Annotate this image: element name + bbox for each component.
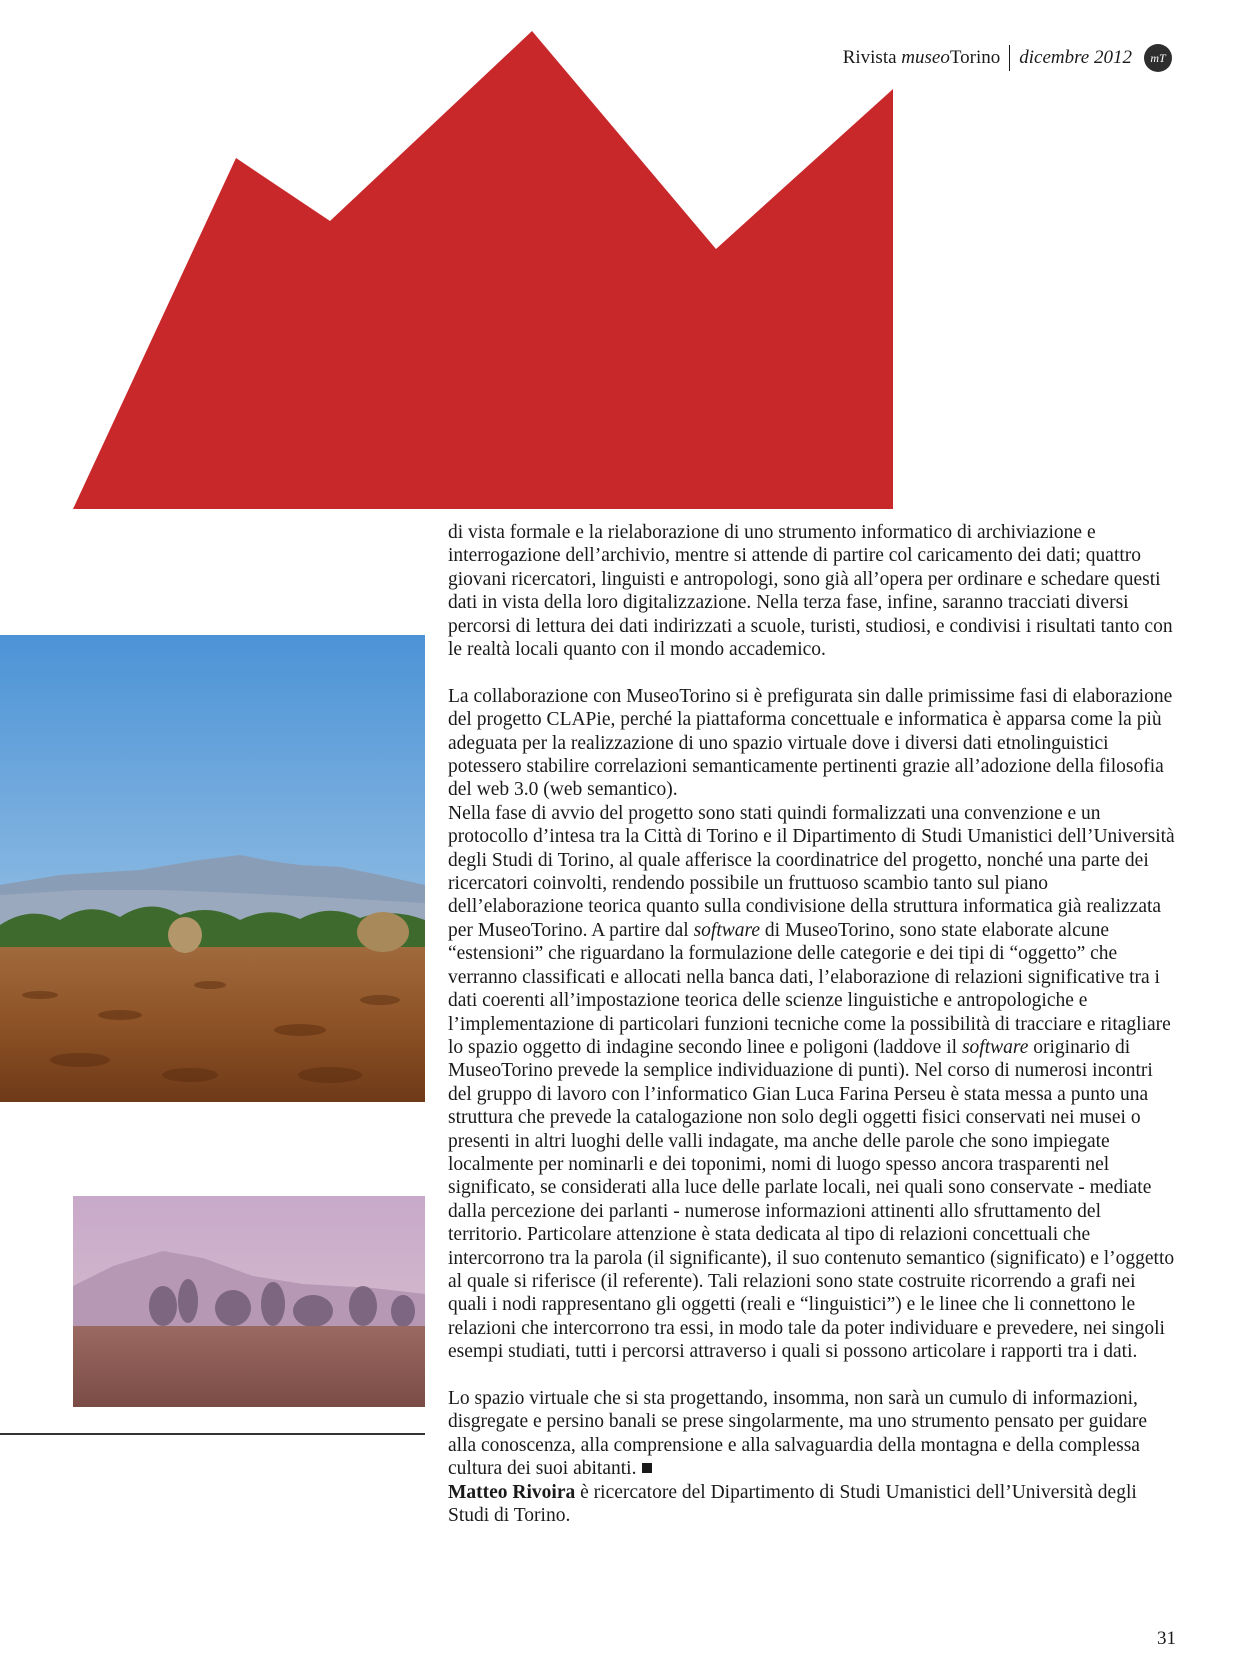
header-divider — [1009, 45, 1010, 71]
paragraph-3: Nella fase di avvio del progetto sono stati quindi formalizzati una convenzione e un protocollo d’intesa tra la Città di Torino e il Dipartimento di Studi Umanistici dell’Università degli Studi di Torino, al quale afferisce la coordinatrice del progetto, nonché una parte dei ricercatori coinvolti, rendendo possibile un fruttuoso scambio tanto sul piano dell’elaborazione teorica quanto sulla condivisione della struttura informatica già realizzata per MuseoTorino. A partire dal software di MuseoTorino, sono state elaborate alcune “estensioni” che riguardano la formulazione delle categorie e dei tipi di “oggetto” che verranno classificati e allocati nella banca dati, l’elaborazione di relazioni significative tra i dati coerenti all’impostazione teorica delle scienze linguistiche e antropologiche e l’implementazione di particolari funzioni tecniche come la possibilità di tracciare e ritagliare lo spazio oggetto di indagine secondo linee e poligoni (laddove il software originario di MuseoTorino prevede la semplice individuazione di punti). Nel corso di numerosi incontri del gruppo di lavoro con l’informatico Gian Luca Farina Perseu è stata messa a punto una struttura che prevede la catalogazione non solo degli oggetti fisici conservati nei musei o presenti in altri luoghi delle valli indagate, ma anche delle parole che sono impiegate localmente per nominarli e dei toponimi, nomi di luogo spesso ancora trasparenti nel significato, se considerati alla luce delle parlate locali, nei quali sono conservate - mediate dalla percezione dei parlanti - numerose informazioni attinenti allo sfruttamento del territorio. Particolare attenzione è stata dedicata al tipo di relazioni concettuali che intercorrono tra la parola (il significante), il suo contenuto semantico (significato) e l’oggetto al quale si riferisce (il referente). Tali relazioni sono state costruite ricorrendo a grafi nei quali i nodi rappresentano gli oggetti (reali e “linguistici”) e le linee che li connettono le relazioni che intercorrono tra essi, in modo tale da poter individuare e prevedere, nei singoli esempi studiati, tutti i percorsi attraverso i quali si possono articolare i rapporti tra i dati. — [448, 802, 1175, 1363]
page-number: 31 — [1157, 1628, 1176, 1649]
horizontal-rule — [0, 1433, 425, 1435]
author-name: Matteo Rivoira — [448, 1481, 576, 1503]
paragraph-2: La collaborazione con MuseoTorino si è prefigurata sin dalle primissime fasi di elaborazione del progetto CLAPie, perché la piattaforma concettuale e informatica è apparsa come la più adeguata per la realizzazione di uno spazio virtuale dove i diversi dati etnolinguistici potessero stabilire correlazioni semanticamente pertinenti grazie all’adozione della filosofia del web 3.0 (web semantico). — [448, 685, 1173, 801]
issue-date: dicembre 2012 — [1019, 47, 1132, 68]
magazine-name: Rivista museoTorino — [842, 47, 1001, 68]
paragraph-4: Lo spazio virtuale che si sta progettando, insomma, non sarà un cumulo di informazioni, disgregate e persino banali se prese singolarmente, ma uno strumento pensato per guidare alla conoscenza, alla comprensione e alla salvaguardia della montagna e della complessa cultura dei suoi abitanti. — [448, 1388, 1148, 1480]
author-bio: Matteo Rivoira è ricercatore del Dipartimento di Studi Umanistici dell’Università degli Studi di Torino. — [448, 1481, 1137, 1527]
red-mountain-polygon — [73, 31, 893, 509]
end-mark-icon — [642, 1463, 652, 1473]
article-body — [448, 521, 1178, 1527]
red-mountain-graphic — [73, 31, 893, 509]
museotorino-logo-icon: mT — [1144, 44, 1172, 72]
field-hay-bales-photo — [0, 635, 425, 1102]
paragraph-1: di vista formale e la rielaborazione di uno strumento informatico di archiviazione e interrogazione dell’archivio, mentre si attende di partire col caricamento dei dati; quattro giovani ricercatori, linguisti e antropologi, sono già all’opera per ordinare e schedare questi dati in vista della loro digitalizzazione. Nella terza fase, infine, saranno tracciati diversi percorsi di lettura dei dati indirizzati a scuole, turisti, studiosi, e condivisi i risultati tanto con le realtà locali quanto con il mondo accademico. — [448, 522, 1173, 661]
misty-trees-photo — [73, 1196, 425, 1407]
